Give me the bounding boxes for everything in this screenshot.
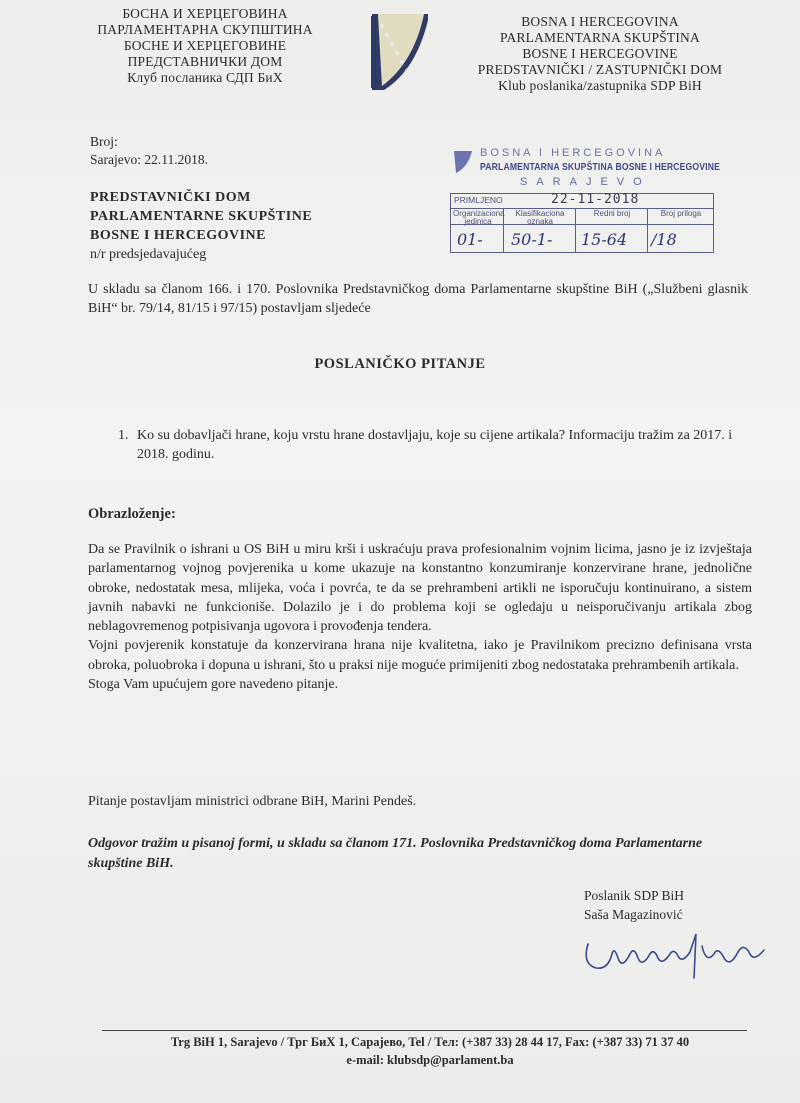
- addressed-to: Pitanje postavljam ministrici odbrane BiH, Marini Pendeš.: [88, 794, 417, 809]
- header-left-cyrillic: [70, 6, 340, 86]
- footer: [100, 1033, 760, 1069]
- signature-block: [584, 886, 684, 924]
- recipient-line: PREDSTAVNIČKI DOM: [90, 190, 251, 205]
- stamp-handwritten-number: 15-64: [581, 230, 628, 249]
- header-right-line: Klub poslanika/zastupnika SDP BiH: [498, 78, 702, 93]
- header-left-line: БОСНЕ И ХЕРЦЕГОВИНЕ: [123, 38, 287, 53]
- recipient-line: BOSNE I HERCEGOVINE: [90, 228, 266, 243]
- signatory-name: Saša Magazinović: [584, 907, 683, 922]
- justification-paragraph: Stoga Vam upućujem gore navedeno pitanje.: [88, 677, 339, 693]
- coat-of-arms-icon: [368, 10, 432, 92]
- handwritten-signature-icon: [578, 924, 778, 984]
- header-left-line: ПРЕДСТАВНИЧКИ ДОМ: [127, 54, 283, 69]
- footer-divider: [102, 1030, 747, 1031]
- stamp-emblem-icon: [452, 149, 474, 175]
- stamp-col-label: Klasifikaciona oznaka: [515, 209, 565, 226]
- footer-address: Trg BiH 1, Sarajevo / Трг БиХ 1, Сарајево, Tel / Тел: (+387 33) 28 44 17, Fax: (+387 33) 71 37 40: [170, 1035, 690, 1049]
- stamp-received-date: 22-11-2018: [551, 192, 640, 207]
- stamp-institution: PARLAMENTARNA SKUPŠTINA BOSNE I HERCEGOVINE: [480, 161, 721, 173]
- received-stamp: [448, 143, 721, 261]
- stamp-handwritten-class: 50-1-: [511, 230, 553, 249]
- header-left-line: ПАРЛАМЕНТАРНА СКУПШТИНА: [97, 22, 313, 37]
- stamp-handwritten-unit: 01-: [457, 230, 483, 249]
- header-left-line: Клуб посланика СДП БиХ: [127, 70, 283, 85]
- justification-body: [88, 540, 752, 694]
- place-date: Sarajevo: 22.11.2018.: [90, 152, 208, 167]
- document-title: POSLANIČKO PITANJE: [314, 356, 486, 372]
- stamp-handwritten-attachments: /18: [651, 230, 677, 249]
- answer-request: Odgovor tražim u pisanoj formi, u skladu sa članom 171. Poslovnika Predstavničkog doma Parlamentarne skupštine BiH.: [88, 836, 703, 871]
- header-right-latin: [450, 14, 750, 94]
- question-text: Ko su dobavljači hrane, koju vrstu hrane dostavljaju, koje su cijene artikala? Informaciju tražim za 2017. i 2018. godinu.: [137, 428, 733, 462]
- stamp-col-label: Broj priloga: [660, 209, 702, 218]
- document-number-label: Broj:: [90, 134, 118, 149]
- justification-paragraph: Vojni povjerenik konstatuje da konzervirana hrana nije kvalitetna, iako je Pravilnikom precizno definisana vrsta obroka, poluobroka i dopuna u ishrani, što u praksi nije moguće primijeniti zbog nedostataka prehrambenih artikala.: [88, 638, 752, 673]
- stamp-col-label: Organizaciona jedinica: [453, 209, 505, 226]
- stamp-city: SARAJEVO: [520, 176, 651, 188]
- recipient-attention: n/r predsjedavajućeg: [90, 247, 207, 262]
- header-right-line: PARLAMENTARNA SKUPŠTINA: [500, 30, 700, 45]
- header-right-line: BOSNE I HERCEGOVINE: [522, 46, 678, 61]
- stamp-received-label: PRIMLJENO: [454, 195, 503, 205]
- recipient-line: PARLAMENTARNE SKUPŠTINE: [90, 209, 313, 224]
- footer-email: e-mail: klubsdp@parlament.ba: [346, 1053, 514, 1067]
- header-right-line: PREDSTAVNIČKI / ZASTUPNIČKI DOM: [477, 62, 723, 77]
- stamp-country: BOSNA I HERCEGOVINA: [480, 147, 666, 159]
- intro-paragraph: U skladu sa članom 166. i 170. Poslovnika Predstavničkog doma Parlamentarne skupštine BiH („Službeni glasnik BiH“ br. 79/14, 81/15 i 97/15) postavljam sljedeće: [88, 282, 748, 316]
- signatory-role: Poslanik SDP BiH: [584, 888, 685, 903]
- stamp-table: [450, 193, 714, 253]
- question-number: 1.: [118, 428, 129, 443]
- justification-paragraph: Da se Pravilnik o ishrani u OS BiH u miru krši i uskraćuju prava profesionalnim vojnim licima, jasno je iz izvještaja parlamentarnog vojnog povjerenika u kome ukazuje na konstantno konzumiranje konzervirane hrane, jednolične obroke, nedostatak mesa, mlijeka, voća i povrća, te da se prehrambeni artikli ne isporučuju kontinuirano, a sistem javnih nabavki ne funkcioniše. Dolazilo je i do problema koji se ogledaju u neisporučivanju artikala zbog neblagovremenog potpisivanja ugovora i provođenja tendera.: [88, 542, 752, 635]
- header-right-line: BOSNA I HERCEGOVINA: [521, 14, 679, 29]
- header-left-line: БОСНА И ХЕРЦЕГОВИНА: [122, 6, 288, 21]
- justification-heading: Obrazloženje:: [88, 506, 176, 522]
- recipient-block: [90, 188, 312, 264]
- stamp-col-label: Redni broj: [593, 209, 631, 218]
